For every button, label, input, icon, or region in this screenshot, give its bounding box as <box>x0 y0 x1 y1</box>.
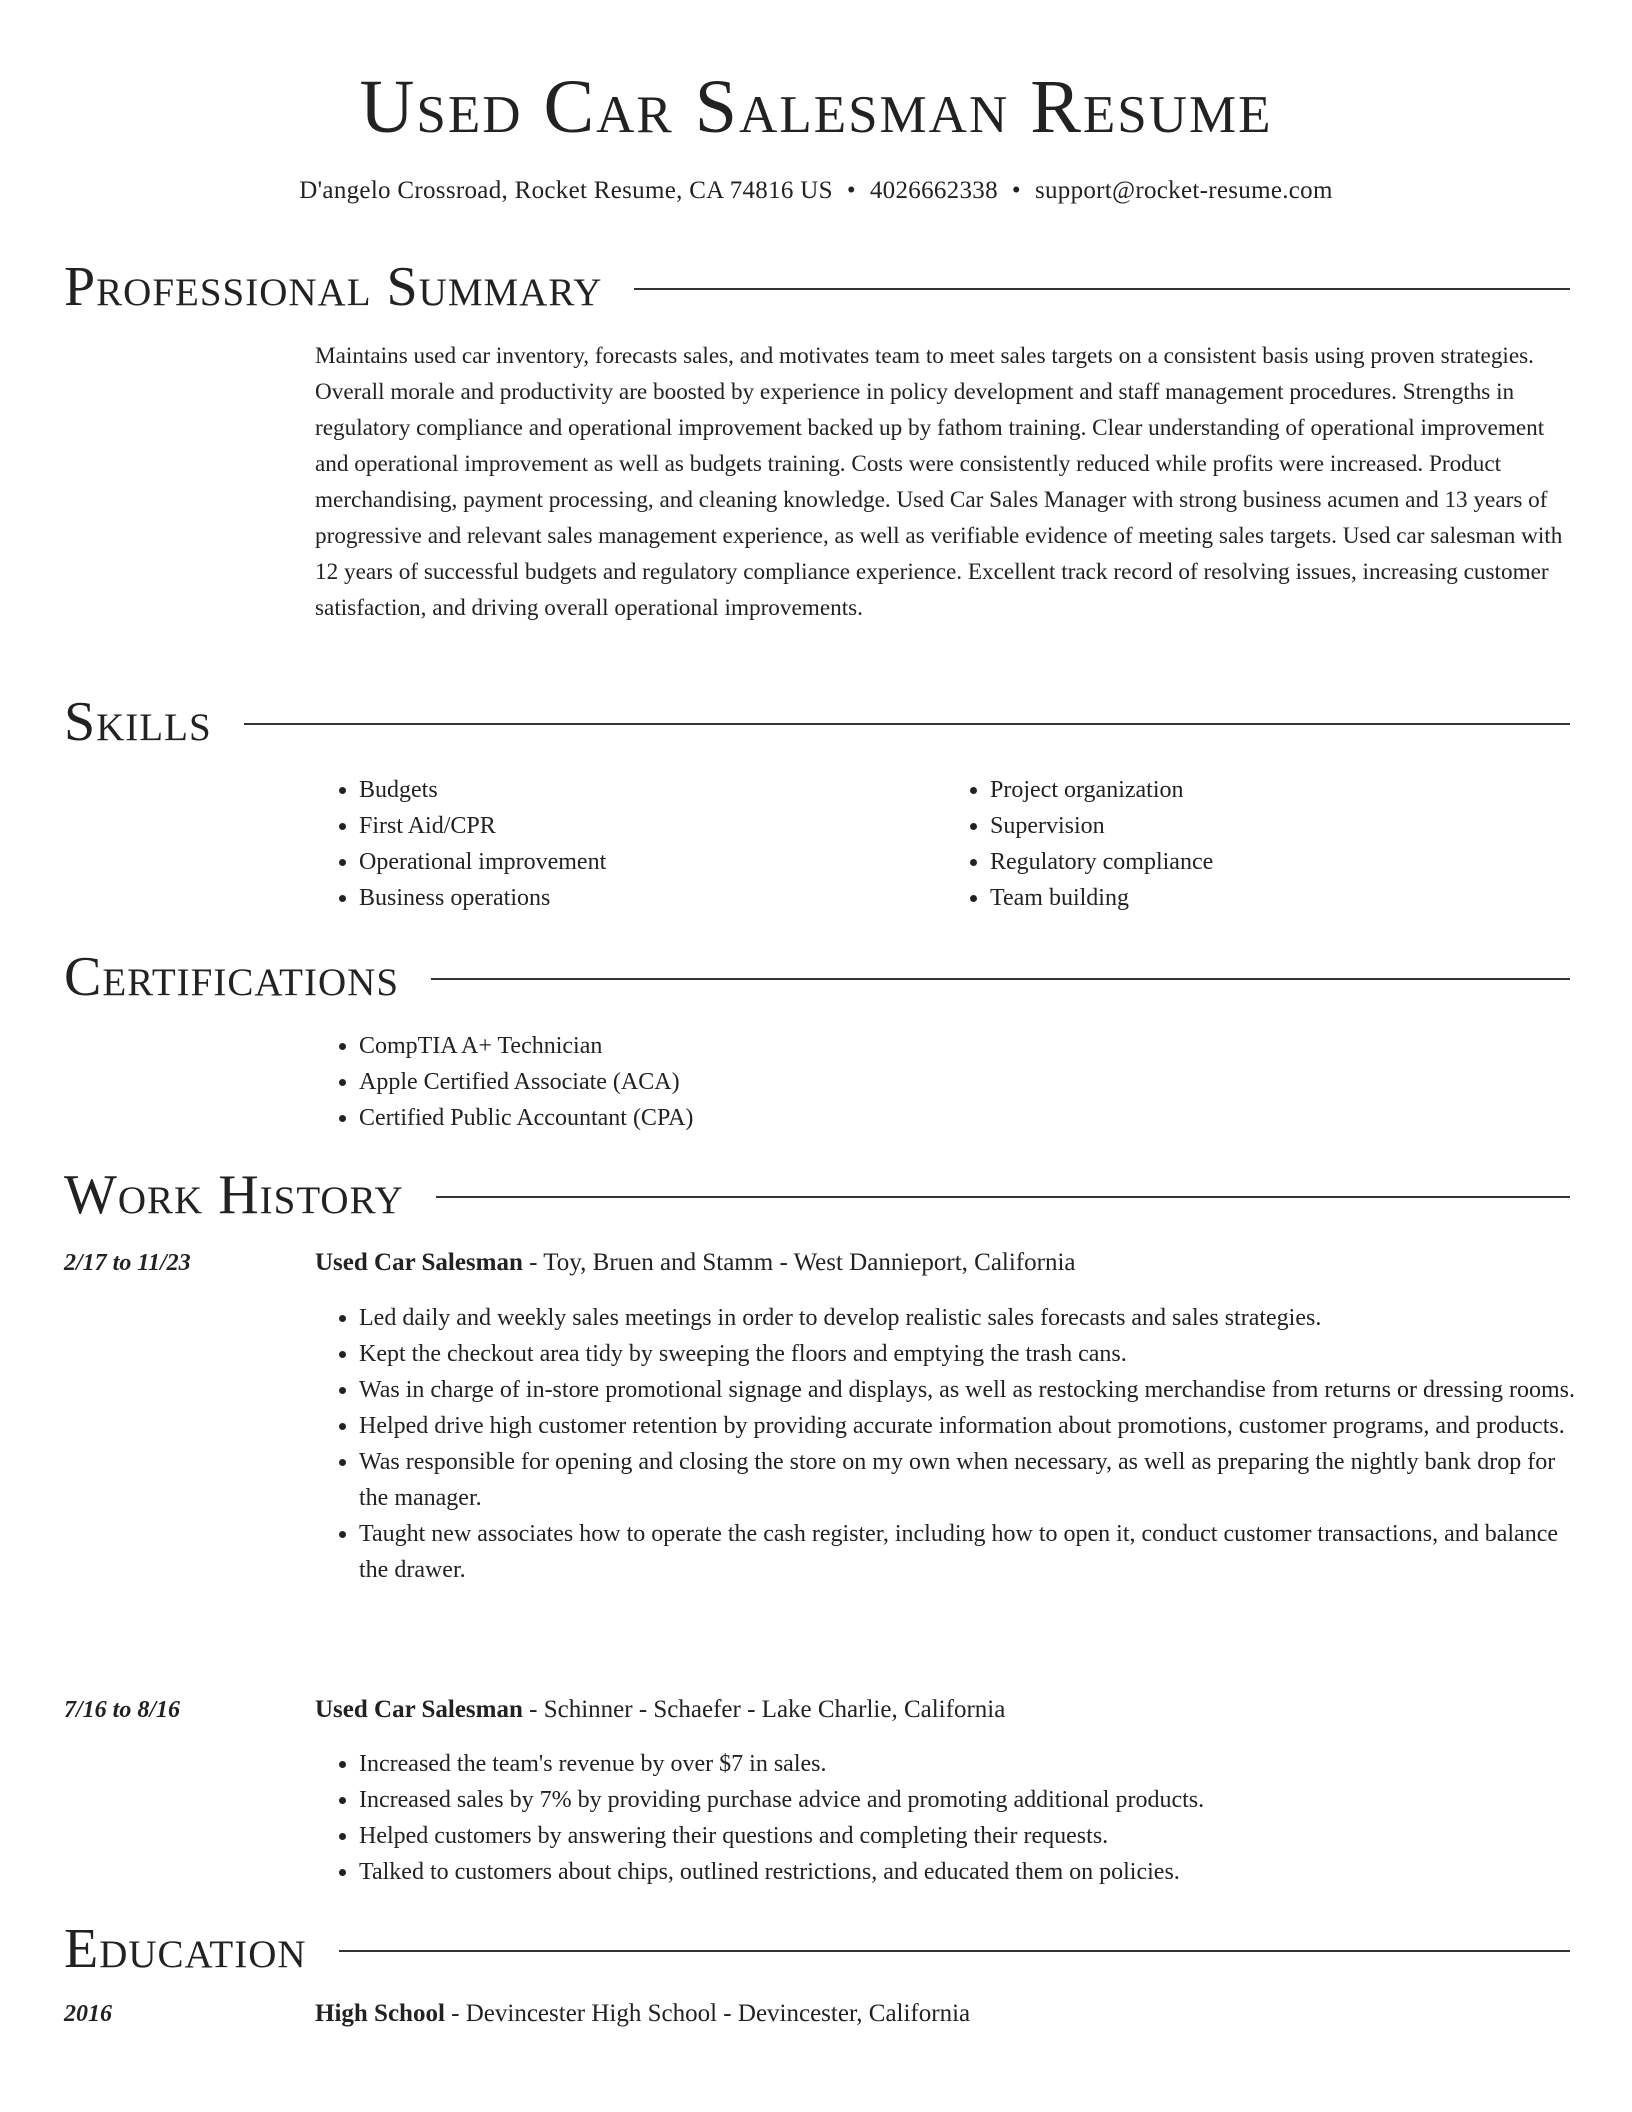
skill-item: • Regulatory compliance <box>990 844 1577 880</box>
section-divider <box>431 978 1570 980</box>
job-heading <box>315 1245 1577 1281</box>
skills-column-right <box>946 772 1577 916</box>
certifications-section-header <box>64 945 1570 1009</box>
job-heading <box>315 1692 1577 1728</box>
summary-text: Maintains used car inventory, forecasts sales, and motivates team to meet sales targets on a consistent basis using proven strategies. Overall morale and productivity are boosted by experience in policy development and staff management procedures. Strengths in regulatory compliance and operational improvement backed up by fathom training. Clear understanding of operational improvement and operational improvement as well as budgets training. Costs were consistently reduced while profits were increased. Product merchandising, payment processing, and cleaning knowledge. Used Car Sales Manager with strong business acumen and 13 years of progressive and relevant sales management experience, as well as verifiable evidence of meeting sales targets. Used car salesman with 12 years of successful budgets and regulatory compliance experience. Excellent track record of resolving issues, increasing customer satisfaction, and driving overall operational improvements. <box>315 343 1563 621</box>
section-divider <box>436 1196 1570 1198</box>
skill-item: • Supervision <box>990 808 1577 844</box>
education-heading: Education <box>64 1918 307 1980</box>
work-history-heading: Work History <box>64 1164 404 1226</box>
resume-title: Used Car Salesman Resume <box>359 65 1273 149</box>
job-bullet: • Increased sales by 7% by providing purchase advice and promoting additional products. <box>359 1782 1577 1818</box>
education-section-header <box>64 1917 1570 1981</box>
contact-separator: • <box>846 177 856 204</box>
skill-item: • Project organization <box>990 772 1577 808</box>
certifications-list <box>315 1028 1577 1136</box>
work-history-section-header <box>64 1163 1570 1227</box>
education-detail: - Devincester High School - Devincester, California <box>444 2000 971 2027</box>
job-bullet: • Taught new associates how to operate the cash register, including how to open it, conduct customer transactions, and balance the drawer. <box>359 1516 1577 1588</box>
education-heading-line <box>315 1996 1577 2032</box>
job-dates: 2/17 to 11/23 <box>64 1250 191 1276</box>
skills-list <box>315 772 1577 916</box>
education-year: 2016 <box>64 2001 112 2027</box>
skills-heading: Skills <box>64 691 212 753</box>
job-bullet: • Led daily and weekly sales meetings in order to develop realistic sales forecasts and sales strategies. <box>359 1300 1577 1336</box>
skill-item: • Team building <box>990 880 1577 916</box>
job-bullets <box>315 1300 1577 1588</box>
job-dates: 7/16 to 8/16 <box>64 1697 181 1723</box>
job-bullet: • Talked to customers about chips, outlined restrictions, and educated them on policies. <box>359 1854 1577 1890</box>
job-bullet: • Was responsible for opening and closing the store on my own when necessary, as well as preparing the nightly bank drop for the manager. <box>359 1444 1577 1516</box>
job-detail: - Toy, Bruen and Stamm - West Dannieport, California <box>522 1249 1076 1276</box>
job-role: Used Car Salesman <box>315 1696 523 1723</box>
contact-phone: 4026662338 <box>869 177 998 204</box>
certification-item: • Apple Certified Associate (ACA) <box>359 1064 1577 1100</box>
job-bullet: • Helped drive high customer retention by providing accurate information about promotions, customer programs, and products. <box>359 1408 1577 1444</box>
section-divider <box>244 723 1570 725</box>
section-divider <box>339 1950 1570 1952</box>
certification-item: • CompTIA A+ Technician <box>359 1028 1577 1064</box>
contact-separator: • <box>1011 177 1021 204</box>
job-bullets <box>315 1746 1577 1890</box>
job-bullet: • Helped customers by answering their questions and completing their requests. <box>359 1818 1577 1854</box>
contact-address: D'angelo Crossroad, Rocket Resume, CA 74816 US <box>299 177 833 204</box>
contact-email: support@rocket-resume.com <box>1034 177 1333 204</box>
skill-item: • Operational improvement <box>359 844 946 880</box>
certification-item: • Certified Public Accountant (CPA) <box>359 1100 1577 1136</box>
skills-column-left <box>315 772 946 916</box>
education-degree: High School <box>315 2000 445 2027</box>
job-detail: - Schinner - Schaefer - Lake Charlie, California <box>522 1696 1006 1723</box>
skill-item: • Business operations <box>359 880 946 916</box>
skills-section-header <box>64 690 1570 754</box>
contact-line <box>0 176 1632 206</box>
certifications-heading: Certifications <box>64 946 400 1008</box>
job-bullet: • Was in charge of in-store promotional signage and displays, as well as restocking merchandise from returns or dressing rooms. <box>359 1372 1577 1408</box>
job-role: Used Car Salesman <box>315 1249 523 1276</box>
skill-item: • Budgets <box>359 772 946 808</box>
section-divider <box>634 288 1570 290</box>
summary-heading: Professional Summary <box>64 256 603 318</box>
skill-item: • First Aid/CPR <box>359 808 946 844</box>
summary-section-header <box>64 255 1570 319</box>
job-bullet: • Increased the team's revenue by over $7 in sales. <box>359 1746 1577 1782</box>
job-bullet: • Kept the checkout area tidy by sweeping the floors and emptying the trash cans. <box>359 1336 1577 1372</box>
